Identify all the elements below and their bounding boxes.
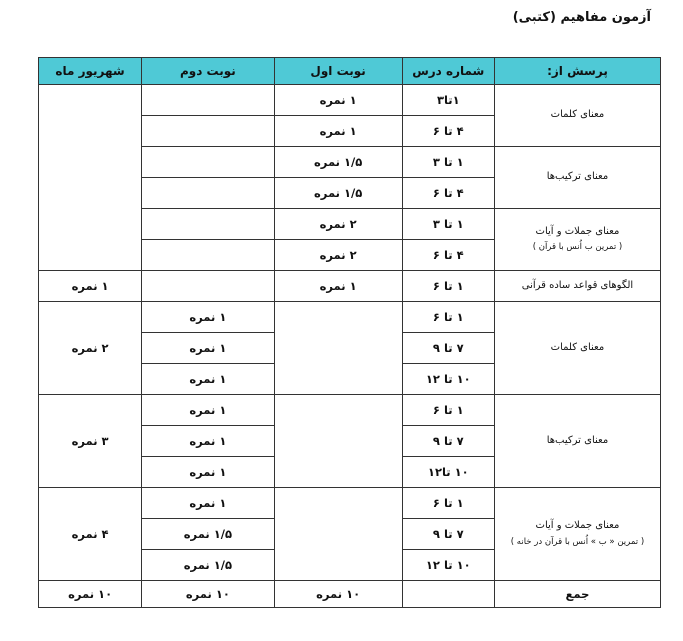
second-term-cell: ۱/۵ نمره [142,519,274,550]
header-row [39,58,661,85]
table-row [39,488,661,519]
lesson-cell: ۷ تا ۹ [402,519,494,550]
lesson-cell: ۱ تا ۶ [402,488,494,519]
first-term-cell [274,488,402,581]
total-lesson [402,581,494,608]
topic-note: ( تمرین ب اُنس با قرآن ) [532,242,623,253]
header-question: پرسش از: [494,58,660,85]
lesson-cell: ۱ تا ۳ [402,147,494,178]
lesson-cell: ۱ تا ۶ [402,302,494,333]
first-term-cell: ۱ نمره [274,271,402,302]
second-term-cell [142,147,274,178]
total-second-term: ۱۰ نمره [142,581,274,608]
total-shahrivar: ۱۰ نمره [39,581,142,608]
lesson-cell: ۱۰ تا ۱۲ [402,550,494,581]
lesson-cell: ۴ تا ۶ [402,178,494,209]
topic-cell: معنای ترکیب‌ها [494,395,660,488]
second-term-cell: ۱ نمره [142,457,274,488]
second-term-cell: ۱/۵ نمره [142,550,274,581]
topic-note: ( تمرین « ب » اُنس با قرآن در خانه ) [510,536,645,547]
total-label: جمع [494,581,660,608]
total-first-term: ۱۰ نمره [274,581,402,608]
lesson-cell: ۱ تا ۳ [402,209,494,240]
lesson-cell: ۱۰ تا۱۲ [402,457,494,488]
lesson-cell: ۷ تا ۹ [402,426,494,457]
shahrivar-cell: ۴ نمره [39,488,142,581]
second-term-cell [142,116,274,147]
lesson-cell: ۱ تا ۶ [402,271,494,302]
topic-text: معنای جملات و آیات [535,520,620,532]
table-row [39,395,661,426]
shahrivar-cell: ۱ نمره [39,271,142,302]
topic-cell: معنای ترکیب‌ها [494,147,660,209]
topic-cell [494,209,660,271]
topic-cell: معنای کلمات [494,85,660,147]
lesson-cell: ۱ تا ۶ [402,395,494,426]
header-shahrivar: شهریور ماه [39,58,142,85]
lesson-cell: ۴ تا ۶ [402,116,494,147]
header-second-term: نوبت دوم [142,58,274,85]
first-term-cell: ۱ نمره [274,85,402,116]
header-first-term: نوبت اول [274,58,402,85]
second-term-cell [142,240,274,271]
second-term-cell [142,271,274,302]
header-lesson: شماره درس [402,58,494,85]
second-term-cell: ۱ نمره [142,364,274,395]
lesson-cell: ۴ تا ۶ [402,240,494,271]
second-term-cell [142,209,274,240]
first-term-cell: ۲ نمره [274,240,402,271]
lesson-cell: ۱۰ تا ۱۲ [402,364,494,395]
shahrivar-cell [39,85,142,271]
topic-cell: معنای کلمات [494,302,660,395]
topic-cell [494,488,660,581]
lesson-cell: ۱تا۳ [402,85,494,116]
second-term-cell: ۱ نمره [142,302,274,333]
table-row [39,271,661,302]
second-term-cell: ۱ نمره [142,333,274,364]
first-term-cell [274,302,402,395]
first-term-cell: ۱/۵ نمره [274,147,402,178]
table-row [39,302,661,333]
topic-cell: الگوهای قواعد ساده قرآنی [494,271,660,302]
first-term-cell [274,395,402,488]
table-row [39,85,661,116]
exam-table [38,57,661,608]
second-term-cell [142,178,274,209]
lesson-cell: ۷ تا ۹ [402,333,494,364]
total-row [39,581,661,608]
second-term-cell: ۱ نمره [142,426,274,457]
first-term-cell: ۲ نمره [274,209,402,240]
page-title: آزمون مفاهیم (کتبی) [512,10,651,25]
shahrivar-cell: ۲ نمره [39,302,142,395]
topic-text: معنای جملات و آیات [535,225,620,237]
shahrivar-cell: ۳ نمره [39,395,142,488]
second-term-cell: ۱ نمره [142,488,274,519]
first-term-cell: ۱ نمره [274,116,402,147]
second-term-cell [142,85,274,116]
first-term-cell: ۱/۵ نمره [274,178,402,209]
second-term-cell: ۱ نمره [142,395,274,426]
